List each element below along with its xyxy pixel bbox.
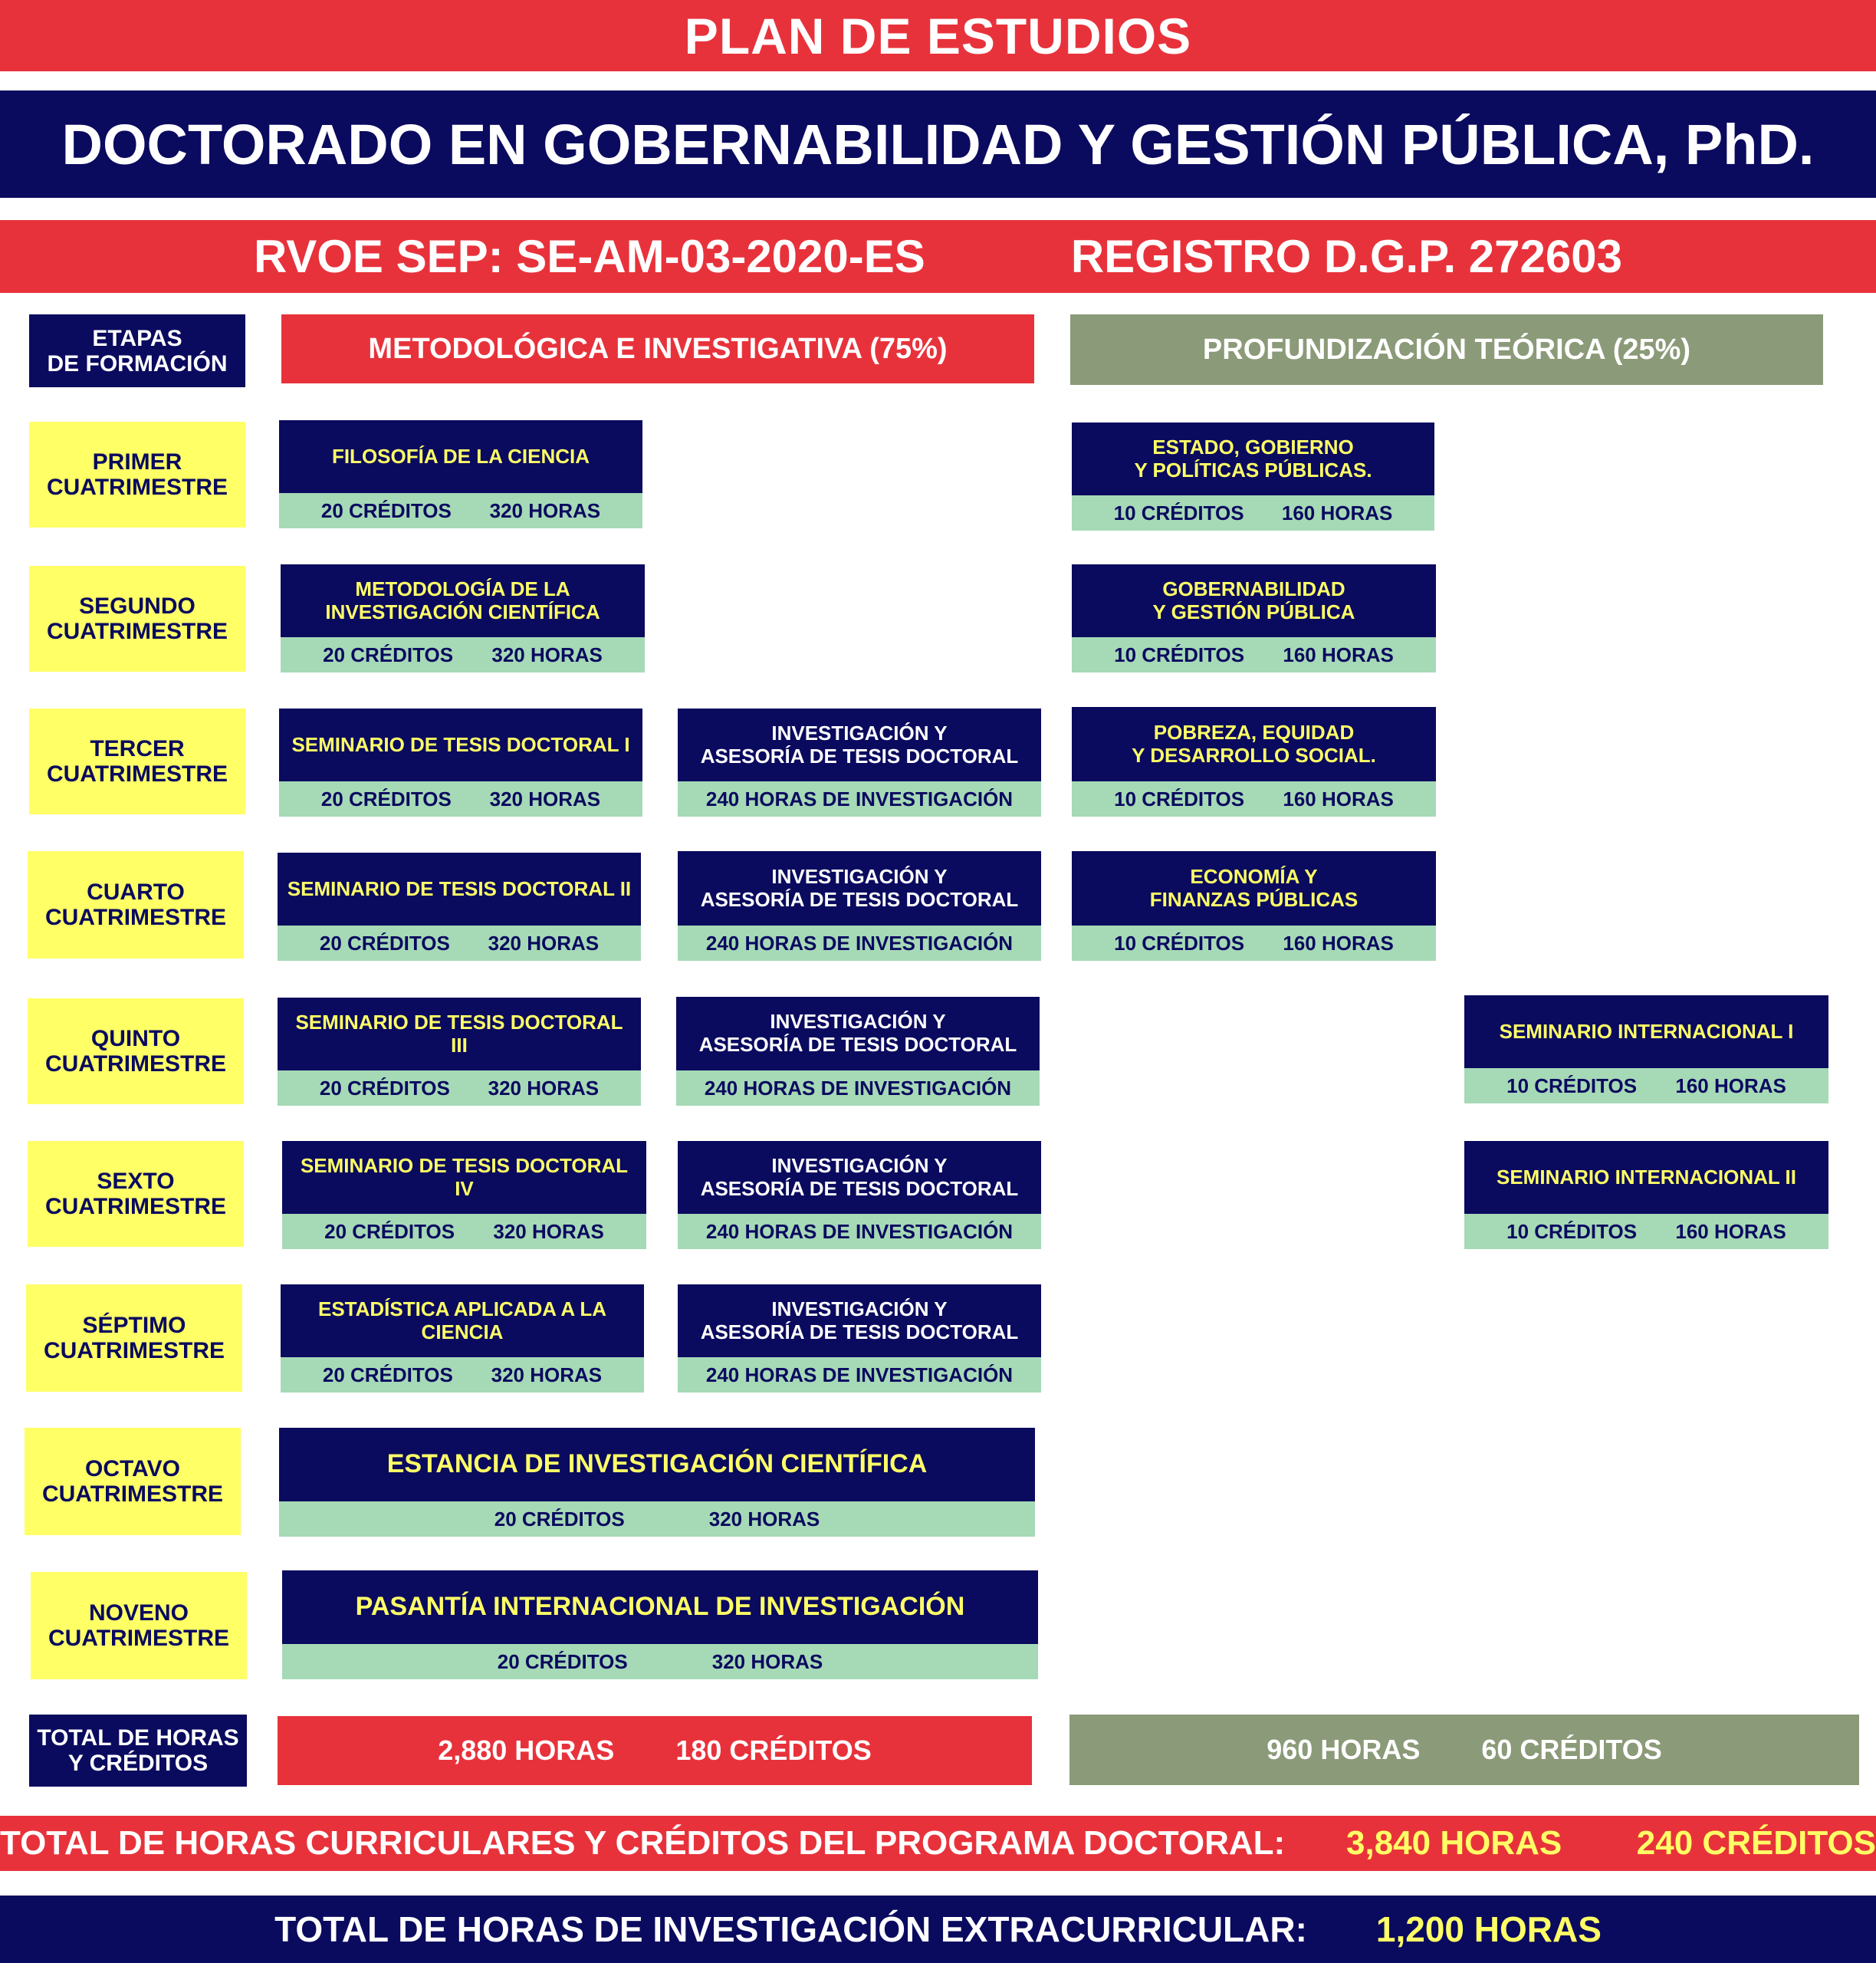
course-credits: 20 CRÉDITOS [319, 931, 450, 955]
extracurricular-hours: 1,200 HORAS [1375, 1909, 1602, 1949]
course-credits: 20 CRÉDITOS [320, 498, 452, 522]
semester-4-label: CUARTO CUATRIMESTRE [28, 851, 244, 958]
extracurricular-label: TOTAL DE HORAS DE INVESTIGACIÓN EXTRACURRICULAR: [274, 1909, 1307, 1949]
course-investigacion-4 [678, 851, 1041, 961]
course-hours: 160 HORAS [1675, 1219, 1786, 1243]
rvoe-text: RVOE SEP: SE-AM-03-2020-ES [253, 231, 925, 282]
course-seminario-internacional-1 [1464, 995, 1828, 1103]
course-estancia-investigacion [279, 1428, 1035, 1537]
semester-2-label: SEGUNDO CUATRIMESTRE [29, 566, 245, 672]
course-credits: 20 CRÉDITOS [320, 787, 452, 811]
course-hours: 320 HORAS [711, 1649, 823, 1673]
course-hours: 160 HORAS [1283, 787, 1394, 811]
course-title: PASANTÍA INTERNACIONAL DE INVESTIGACIÓN [282, 1570, 1038, 1644]
course-details [281, 1357, 644, 1393]
course-seminario-tesis-1 [279, 709, 642, 817]
course-investigacion-5 [676, 997, 1040, 1106]
phase-teorica: PROFUNDIZACIÓN TEÓRICA (25%) [1070, 314, 1823, 385]
course-hours: 240 HORAS DE INVESTIGACIÓN [705, 787, 1014, 811]
course-title: INVESTIGACIÓN Y ASESORÍA DE TESIS DOCTORAL [678, 709, 1041, 781]
course-details [281, 637, 645, 672]
course-title: ECONOMÍA Y FINANZAS PÚBLICAS [1072, 851, 1436, 926]
course-details [282, 1644, 1038, 1679]
grand-total-banner [0, 1816, 1876, 1871]
course-details [678, 1214, 1041, 1249]
course-credits: 10 CRÉDITOS [1114, 643, 1245, 666]
semester-1-label: PRIMER CUATRIMESTRE [29, 422, 245, 528]
course-estadistica [281, 1284, 644, 1393]
registration-banner [0, 220, 1876, 293]
course-details [279, 781, 642, 817]
course-hours: 320 HORAS [491, 643, 603, 666]
course-credits: 20 CRÉDITOS [322, 1363, 453, 1386]
course-details [678, 1357, 1041, 1393]
course-hours: 160 HORAS [1283, 931, 1394, 955]
grand-total-hours: 3,840 HORAS [1346, 1824, 1562, 1862]
semester-3-label: TERCER CUATRIMESTRE [29, 709, 245, 814]
course-gobernabilidad [1072, 564, 1436, 672]
course-details [676, 1070, 1040, 1106]
course-credits: 10 CRÉDITOS [1114, 931, 1245, 955]
course-credits: 10 CRÉDITOS [1506, 1074, 1638, 1097]
plan-title: PLAN DE ESTUDIOS [684, 7, 1192, 64]
course-details [282, 1214, 646, 1249]
course-hours: 320 HORAS [489, 498, 601, 522]
course-details [279, 1501, 1035, 1537]
semester-8-label: OCTAVO CUATRIMESTRE [25, 1428, 241, 1535]
course-seminario-tesis-4 [282, 1141, 646, 1249]
course-title: SEMINARIO INTERNACIONAL II [1464, 1141, 1828, 1214]
course-credits: 20 CRÉDITOS [323, 643, 454, 666]
course-credits: 20 CRÉDITOS [319, 1076, 450, 1100]
course-hours: 240 HORAS DE INVESTIGACIÓN [705, 1363, 1014, 1386]
grand-total-label: TOTAL DE HORAS CURRICULARES Y CRÉDITOS DEL PROGRAMA DOCTORAL: [0, 1824, 1286, 1862]
course-title: INVESTIGACIÓN Y ASESORÍA DE TESIS DOCTORAL [676, 997, 1040, 1070]
course-hours: 160 HORAS [1675, 1074, 1786, 1097]
program-banner [0, 90, 1876, 198]
course-credits: 20 CRÉDITOS [494, 1507, 625, 1531]
semester-9-label: NOVENO CUATRIMESTRE [31, 1572, 247, 1679]
course-hours: 320 HORAS [708, 1507, 820, 1531]
course-hours: 240 HORAS DE INVESTIGACIÓN [704, 1076, 1012, 1100]
course-title: SEMINARIO DE TESIS DOCTORAL III [278, 998, 641, 1070]
grand-total-credits: 240 CRÉDITOS [1636, 1824, 1876, 1862]
course-credits: 20 CRÉDITOS [324, 1219, 455, 1243]
course-title: INVESTIGACIÓN Y ASESORÍA DE TESIS DOCTORAL [678, 851, 1041, 926]
extracurricular-banner [0, 1896, 1876, 1963]
course-seminario-tesis-3 [278, 998, 641, 1106]
course-investigacion-3 [678, 709, 1041, 817]
course-details [1464, 1068, 1828, 1103]
semester-7-label: SÉPTIMO CUATRIMESTRE [26, 1284, 242, 1392]
course-credits: 10 CRÉDITOS [1113, 501, 1244, 524]
course-title: GOBERNABILIDAD Y GESTIÓN PÚBLICA [1072, 564, 1436, 637]
course-title: POBREZA, EQUIDAD Y DESARROLLO SOCIAL. [1072, 707, 1436, 781]
course-details [1072, 781, 1436, 817]
course-investigacion-6 [678, 1141, 1041, 1249]
course-pobreza-equidad [1072, 707, 1436, 817]
course-title: ESTADÍSTICA APLICADA A LA CIENCIA [281, 1284, 644, 1357]
course-title: SEMINARIO DE TESIS DOCTORAL IV [282, 1141, 646, 1214]
course-hours: 320 HORAS [489, 787, 601, 811]
semester-6-label: SEXTO CUATRIMESTRE [28, 1141, 244, 1247]
course-title: SEMINARIO DE TESIS DOCTORAL II [278, 853, 641, 926]
course-details [1072, 495, 1434, 531]
totals-teorica [1069, 1715, 1859, 1785]
course-details [678, 926, 1041, 961]
totals-metodologica-hours: 2,880 HORAS [438, 1734, 615, 1766]
course-hours: 320 HORAS [488, 1076, 600, 1100]
course-seminario-tesis-2 [278, 853, 641, 961]
course-title: INVESTIGACIÓN Y ASESORÍA DE TESIS DOCTORAL [678, 1141, 1041, 1214]
course-details [279, 493, 642, 528]
course-details [1072, 637, 1436, 672]
totals-label: TOTAL DE HORAS Y CRÉDITOS [29, 1715, 247, 1787]
course-title: SEMINARIO DE TESIS DOCTORAL I [279, 709, 642, 781]
course-hours: 240 HORAS DE INVESTIGACIÓN [705, 931, 1014, 955]
totals-teorica-hours: 960 HORAS [1267, 1734, 1421, 1765]
phase-metodologica: METODOLÓGICA E INVESTIGATIVA (75%) [281, 314, 1034, 383]
course-title: FILOSOFÍA DE LA CIENCIA [279, 420, 642, 493]
course-estado-gobierno [1072, 423, 1434, 531]
course-details [1464, 1214, 1828, 1249]
course-hours: 320 HORAS [488, 931, 600, 955]
stages-label: ETAPAS DE FORMACIÓN [29, 314, 245, 387]
course-hours: 320 HORAS [493, 1219, 604, 1243]
course-pasantia-internacional [282, 1570, 1038, 1679]
course-credits: 20 CRÉDITOS [497, 1649, 628, 1673]
course-details [278, 1070, 641, 1106]
course-hours: 160 HORAS [1281, 501, 1393, 524]
course-credits: 10 CRÉDITOS [1506, 1219, 1638, 1243]
course-title: SEMINARIO INTERNACIONAL I [1464, 995, 1828, 1068]
registro-text: REGISTRO D.G.P. 272603 [1070, 231, 1623, 282]
course-details [678, 781, 1041, 817]
course-hours: 240 HORAS DE INVESTIGACIÓN [705, 1219, 1014, 1243]
course-investigacion-7 [678, 1284, 1041, 1393]
course-hours: 320 HORAS [491, 1363, 603, 1386]
course-title: ESTADO, GOBIERNO Y POLÍTICAS PÚBLICAS. [1072, 423, 1434, 495]
course-hours: 160 HORAS [1283, 643, 1394, 666]
course-details [278, 926, 641, 961]
totals-metodologica-credits: 180 CRÉDITOS [675, 1734, 872, 1766]
course-filosofia [279, 420, 642, 528]
totals-teorica-credits: 60 CRÉDITOS [1481, 1734, 1662, 1765]
course-title: ESTANCIA DE INVESTIGACIÓN CIENTÍFICA [279, 1428, 1035, 1501]
course-economia-finanzas [1072, 851, 1436, 961]
totals-metodologica [278, 1716, 1032, 1785]
course-seminario-internacional-2 [1464, 1141, 1828, 1249]
plan-title-banner [0, 0, 1876, 71]
course-details [1072, 926, 1436, 961]
course-title: METODOLOGÍA DE LA INVESTIGACIÓN CIENTÍFICA [281, 564, 645, 637]
course-credits: 10 CRÉDITOS [1114, 787, 1245, 811]
course-metodologia [281, 564, 645, 672]
course-title: INVESTIGACIÓN Y ASESORÍA DE TESIS DOCTORAL [678, 1284, 1041, 1357]
semester-5-label: QUINTO CUATRIMESTRE [28, 998, 244, 1104]
program-title: DOCTORADO EN GOBERNABILIDAD Y GESTIÓN PÚBLICA, PhD. [61, 112, 1815, 176]
